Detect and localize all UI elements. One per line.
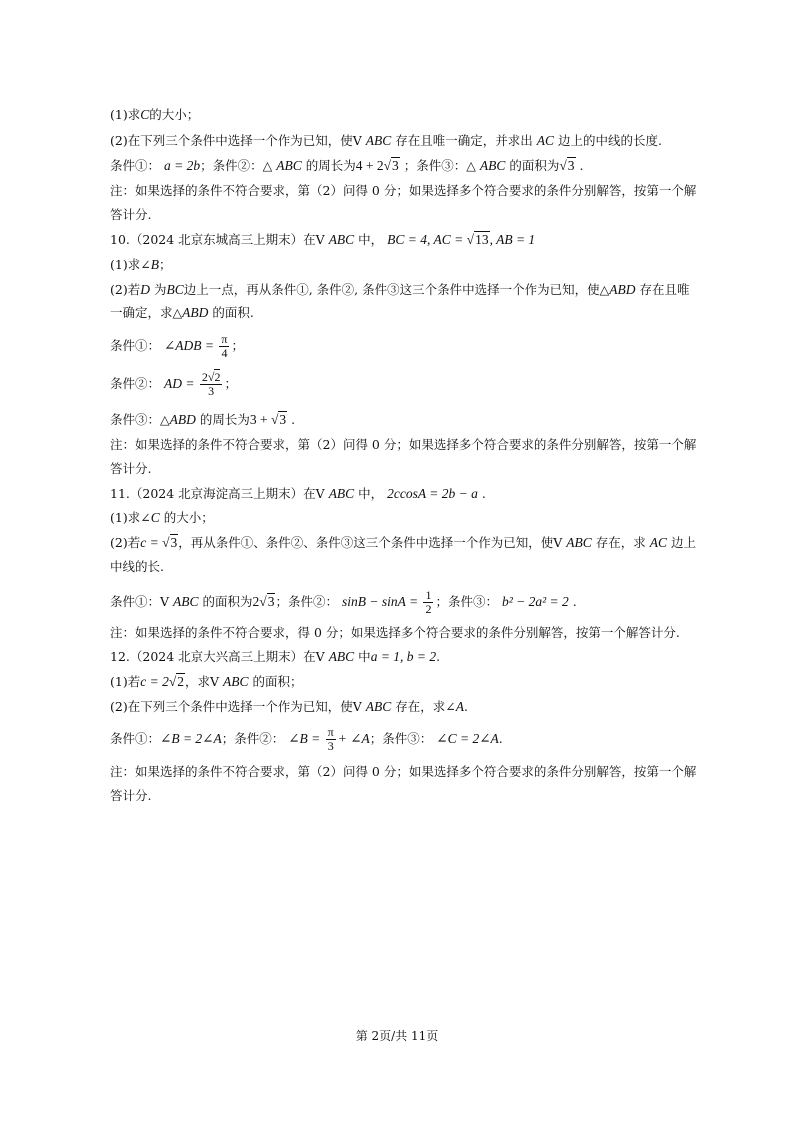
- fraction: [200, 371, 223, 398]
- text: .: [291, 412, 296, 427]
- var: ABC: [223, 674, 249, 689]
- numerator: 1: [425, 588, 432, 602]
- text: 11.（2024 北京海淀高三上期末）在: [110, 486, 316, 501]
- sqrt: √2: [168, 674, 184, 689]
- text: 的大小；: [163, 510, 214, 525]
- triangle-symbol: V: [315, 649, 325, 664]
- text: 10.（2024 北京东城高三上期末）在: [110, 232, 316, 247]
- text: ；条件②：: [221, 731, 285, 746]
- numerator: π: [221, 332, 228, 346]
- q12-note-line2: 答计分.: [110, 788, 152, 803]
- fraction: [219, 333, 229, 360]
- q12-note-line1: 注：如果选择的条件不符合要求，第（2）问得 0 分；如果选择多个符合要求的条件分别解答，按第一个解: [110, 764, 697, 779]
- text: 条件①：: [110, 338, 161, 353]
- text: ，求: [185, 674, 211, 689]
- q11-note: 注：如果选择的条件不符合要求，得 0 分；如果选择多个符合要求的条件分别解答，按第一个解答计分.: [110, 625, 680, 640]
- fraction: [423, 589, 433, 616]
- numerator: 2√2: [201, 370, 221, 384]
- formula: ∠C = 2∠A: [436, 731, 499, 746]
- q10-note-line2: 答计分.: [110, 461, 152, 476]
- text: 一确定，求△: [110, 305, 183, 320]
- q12-heading: 12.（2024 北京大兴高三上期末）在V ABC 中a = 1, b = 2.: [110, 649, 441, 664]
- text: ；条件③：: [435, 594, 498, 609]
- text: 为: [153, 282, 167, 297]
- sqrt: √3: [559, 158, 575, 173]
- sqrt: √3: [271, 412, 287, 427]
- triangle-symbol: V: [352, 133, 362, 148]
- formula: b² − 2a² = 2: [501, 594, 569, 609]
- formula: ∠B = 2∠A: [160, 731, 222, 746]
- radicand: 2: [214, 370, 221, 384]
- text: 的面积；: [252, 674, 303, 689]
- var: ABD: [182, 305, 209, 320]
- var: A: [455, 699, 464, 714]
- text: 条件①：: [110, 594, 161, 609]
- text: 的面积为: [202, 594, 253, 609]
- text: 的周长为: [305, 158, 356, 173]
- text: 的大小；: [149, 107, 200, 122]
- formula: BC = 4, AC =: [387, 232, 467, 247]
- q12-part1: [110, 674, 303, 690]
- q10-heading: [110, 232, 535, 248]
- text: 条件③：△: [110, 412, 170, 427]
- radicand: 3: [567, 158, 575, 173]
- q9-part2: [110, 133, 662, 149]
- sqrt: √3: [162, 535, 178, 550]
- q11-part1: [110, 510, 214, 526]
- text: ；条件②：△: [200, 158, 273, 173]
- var: ABC: [328, 649, 355, 664]
- page-footer: 第 2页/共 11页: [355, 1029, 439, 1043]
- var: ABC: [328, 232, 355, 247]
- text: (2)若: [110, 282, 141, 297]
- text: 的面积.: [212, 305, 254, 320]
- q12-conditions: 条件①：∠B = 2∠A；条件②： ∠B = $\frac{\pi}{3}$ + ∠A；条件③： ∠C = 2∠A.: [110, 725, 503, 753]
- text: ；条件③：: [369, 731, 433, 746]
- formula: a = 1, b = 2: [370, 649, 437, 664]
- q10-note-line1: 注：如果选择的条件不符合要求，第（2）问得 0 分；如果选择多个符合要求的条件分别解答，按第一个解: [110, 437, 697, 452]
- var: B: [150, 257, 159, 272]
- q10-condition1: [110, 331, 244, 361]
- var: ABC: [566, 535, 592, 550]
- triangle-symbol: V: [315, 232, 325, 247]
- denominator: 2: [425, 602, 432, 616]
- q10-part2-line2: [110, 305, 254, 321]
- sqrt: √13: [466, 232, 489, 247]
- text: 条件①：: [110, 731, 161, 746]
- formula: + ∠A: [337, 731, 370, 746]
- text: ；: [231, 338, 244, 353]
- text: ；: [224, 376, 237, 391]
- var: C: [140, 107, 150, 122]
- radicand: 3: [392, 158, 399, 173]
- formula: sinB − sinA =: [341, 594, 422, 609]
- formula: a = 2b: [164, 158, 201, 173]
- text: ；: [158, 257, 172, 272]
- sqrt: √3: [383, 158, 399, 173]
- q12-part2: (2)在下列三个条件中选择一个作为已知，使V ABC 存在，求∠A.: [110, 699, 468, 714]
- q11-heading: 11.（2024 北京海淀高三上期末）在V ABC 中， 2ccosA = 2b − a .: [110, 486, 486, 501]
- triangle-symbol: V: [553, 535, 563, 550]
- q10-part1: [110, 257, 171, 273]
- text: 条件①：: [110, 158, 161, 173]
- var: D: [140, 282, 150, 297]
- formula: 2ccosA = 2b − a: [387, 486, 478, 501]
- radicand: 3: [267, 594, 275, 609]
- var: ABD: [609, 282, 636, 297]
- text: (2)在下列三个条件中选择一个作为已知，使: [110, 699, 353, 714]
- text: 存在，求∠: [395, 699, 456, 714]
- text: 存在，求: [595, 535, 646, 550]
- var: ABC: [479, 158, 506, 173]
- q10-part2: [110, 282, 690, 298]
- text: 中，: [358, 232, 384, 247]
- var: BC: [166, 282, 184, 297]
- triangle-symbol: V: [352, 699, 362, 714]
- formula: ∠ADB =: [164, 338, 218, 353]
- q10-condition2: [110, 368, 237, 400]
- var: AC: [649, 535, 668, 550]
- formula: AD =: [164, 376, 198, 391]
- q9-part1: [110, 107, 199, 123]
- formula: c = 2: [140, 674, 169, 689]
- text: 的周长为: [199, 412, 250, 427]
- formula: 2: [252, 594, 260, 609]
- text: 中，: [358, 486, 384, 501]
- text: ，再从条件①、条件②、条件③这三个条件中选择一个作为已知，使: [178, 535, 554, 550]
- text: 边上的中线的长度.: [557, 133, 662, 148]
- var: ABC: [276, 158, 302, 173]
- text: (2)在下列三个条件中选择一个作为已知，使: [110, 133, 353, 148]
- triangle-symbol: V: [160, 594, 170, 609]
- text: 存在且唯一确定，并求出: [395, 133, 533, 148]
- q11-part2: [110, 535, 696, 551]
- text: 12.（2024 北京大兴高三上期末）在: [110, 649, 316, 664]
- coef: 2: [201, 370, 208, 384]
- q11-conditions: 条件①：V ABC 的面积为2√3；条件②： sinB − sinA = $\frac{1}{2}$ ；条件③： b² − 2a² = 2 .: [110, 588, 577, 616]
- q9-note-line2: 答计分.: [110, 207, 152, 222]
- text: ；条件③：△: [403, 158, 476, 173]
- radicand: 3: [170, 535, 178, 550]
- text: 存在且唯: [639, 282, 690, 297]
- triangle-symbol: V: [210, 674, 220, 689]
- numerator: π: [327, 725, 334, 739]
- text: (1)求∠: [110, 257, 151, 272]
- var: ABC: [173, 594, 199, 609]
- formula: , AB = 1: [489, 232, 536, 247]
- formula: 4 + 2: [355, 158, 384, 173]
- var: ABC: [328, 486, 355, 501]
- triangle-symbol: V: [315, 486, 325, 501]
- text: 边上: [671, 535, 697, 550]
- text: 的面积为: [509, 158, 560, 173]
- text: 条件②：: [110, 376, 161, 391]
- radicand: 2: [177, 674, 184, 689]
- denominator: 3: [208, 384, 215, 398]
- text: ；条件②：: [275, 594, 338, 609]
- var: ABC: [365, 133, 392, 148]
- var: ABD: [169, 412, 196, 427]
- formula: ∠B =: [288, 731, 324, 746]
- denominator: 4: [221, 346, 228, 360]
- var: C: [150, 510, 160, 525]
- formula: 3 +: [249, 412, 271, 427]
- text: (1)求: [110, 107, 141, 122]
- text: 中: [358, 649, 371, 664]
- fraction: [326, 726, 336, 753]
- var: AC: [536, 133, 554, 148]
- denominator: 3: [327, 739, 334, 753]
- text: (2)若: [110, 535, 141, 550]
- text: (1)求∠: [110, 510, 151, 525]
- formula: c =: [140, 535, 163, 550]
- sqrt: √3: [259, 594, 275, 609]
- radicand: 3: [279, 412, 287, 427]
- q9-note-line1: 注：如果选择的条件不符合要求，第（2）问得 0 分；如果选择多个符合要求的条件分别解答，按第一个解: [110, 183, 697, 198]
- text: 边上一点，再从条件①, 条件②, 条件③这三个条件中选择一个作为已知，使△: [183, 282, 610, 297]
- q11-part2-line2: 中线的长.: [110, 559, 164, 574]
- q10-condition3: [110, 412, 295, 428]
- var: ABC: [365, 699, 392, 714]
- text: (1)若: [110, 674, 141, 689]
- q9-conditions: 条件①： a = 2b；条件②：△ ABC 的周长为4 + 2√3 ；条件③：△ ABC 的面积为√3 .: [110, 158, 584, 173]
- radicand: 13: [475, 232, 489, 247]
